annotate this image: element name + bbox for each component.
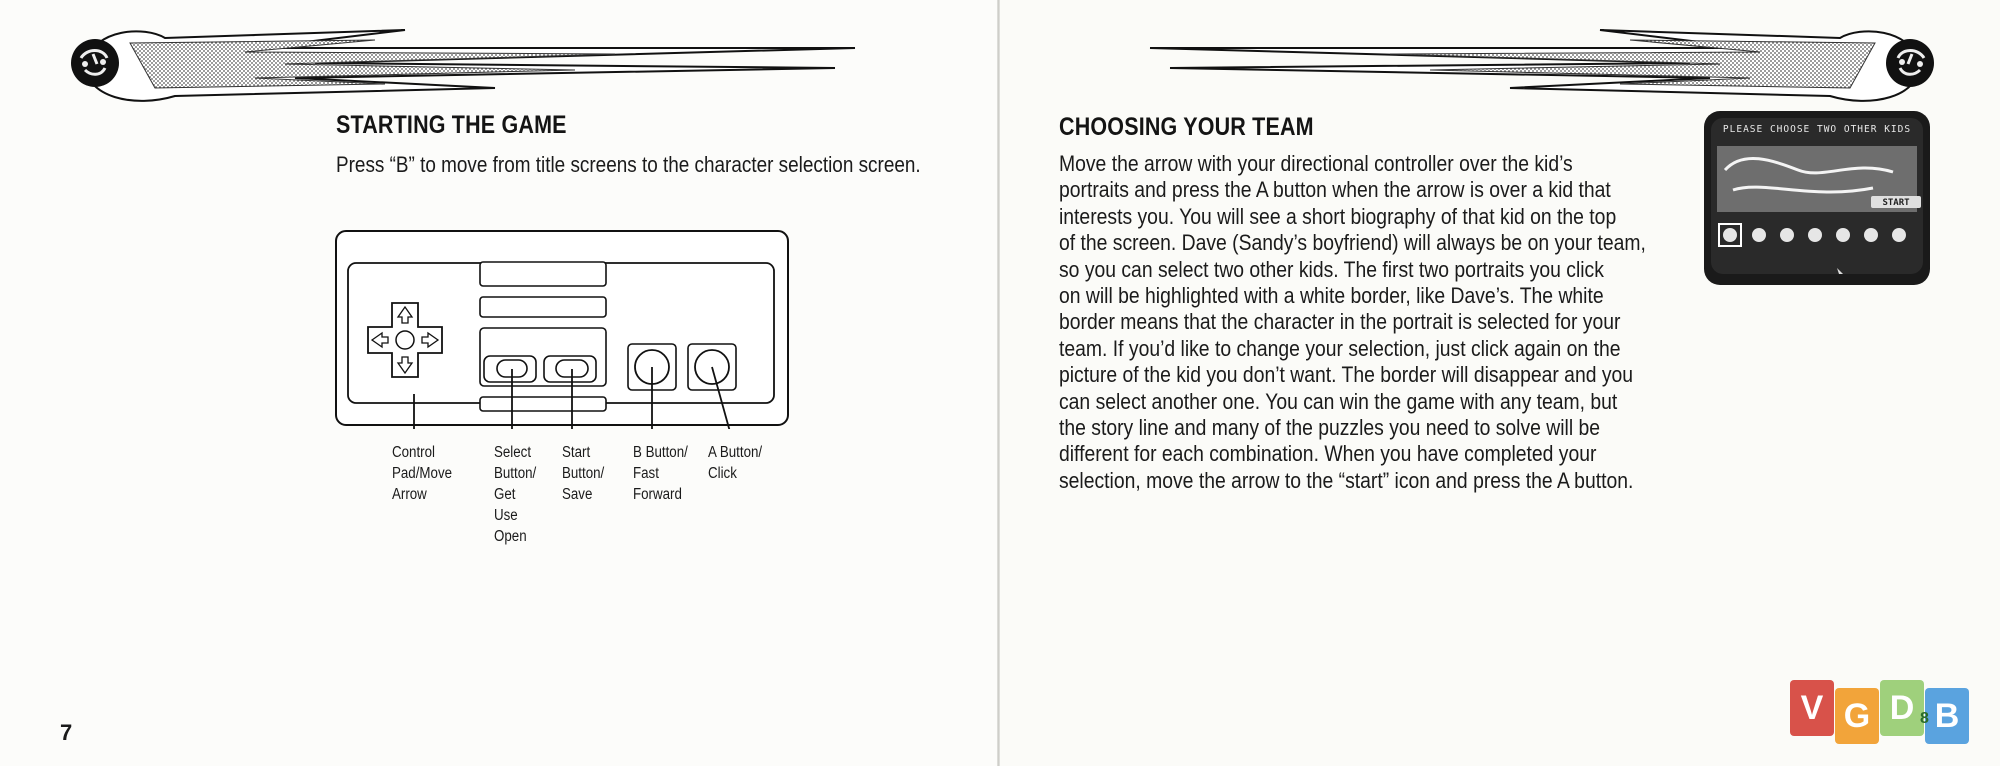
b-button-label: B Button/ Fast Forward [633, 444, 688, 503]
controller-diagram [334, 229, 790, 429]
select-button-label: Select Button/ Get Use Open [494, 444, 537, 545]
vgdb-letter-d: D [1880, 680, 1924, 736]
choosing-team-body: Move the arrow with your directional controller over the kid’s portraits and press the A button when the arrow is over a kid that interests you. You will see a short biography of that kid on the top of the screen. Dave (Sandy’s boyfriend) will always be on your team, so you can select two other kids. The first two portraits you click on will be highlighted with a white border, like Dave’s. The white border means that the character in the portrait is selected for your team. If you’d like to change your selection, just click again on the picture of the kid you don’t want. The border will disappear and you can select another one. You can win the game with any team, but the story line and many of the puzzles you need to solve will be different for each combination. When you have completed your selection, move the arrow to the “start” icon and press the A button. [1059, 151, 1646, 493]
vgdb-letter-v: V [1790, 680, 1834, 736]
comet-icon [1140, 18, 1950, 108]
page-number-left: 7 [60, 720, 73, 745]
starting-game-intro: Press “B” to move from title screens to the character selection screen. [336, 152, 921, 177]
left-page [0, 0, 998, 766]
control-pad-label: Control Pad/Move Arrow [392, 444, 453, 503]
starting-game-heading: STARTING THE GAME [336, 111, 567, 139]
a-button-label: A Button/ Click [708, 444, 763, 482]
comet-icon [55, 18, 865, 108]
tv-prompt-text: PLEASE CHOOSE TWO OTHER KIDS [1722, 124, 1912, 135]
tv-start-label: START [1882, 198, 1910, 208]
vgdb-letter-b: B [1925, 688, 1969, 744]
page-number-right: 8 [1920, 710, 1929, 727]
tv-screenshot [1703, 110, 1931, 286]
vgdb-watermark [1790, 680, 1990, 744]
vgdb-letter-g: G [1835, 688, 1879, 744]
start-button-label: Start Button/ Save [562, 444, 605, 503]
choosing-team-heading: CHOOSING YOUR TEAM [1059, 113, 1314, 141]
